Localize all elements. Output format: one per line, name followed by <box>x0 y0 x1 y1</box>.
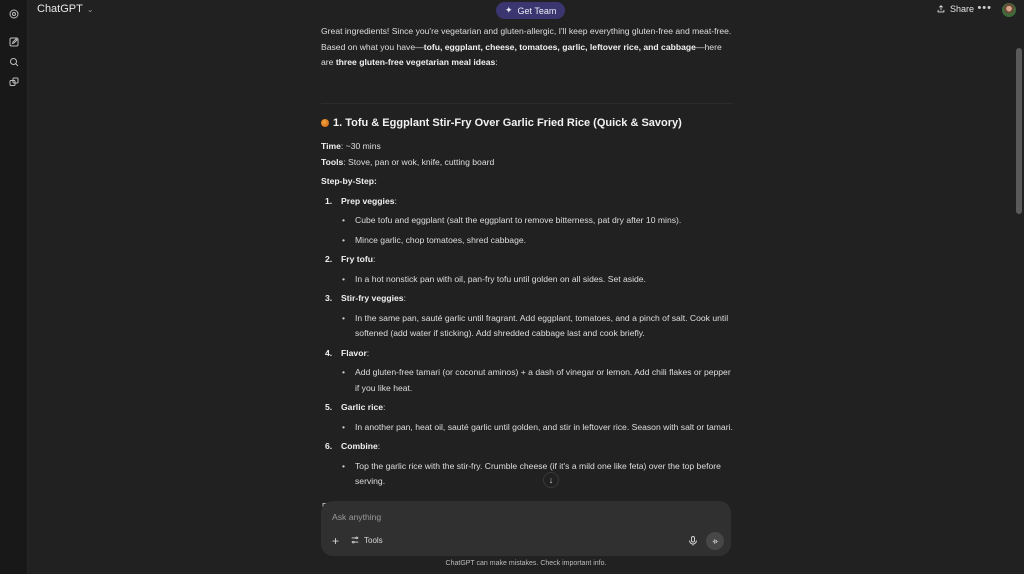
share-button[interactable] <box>936 4 974 14</box>
waveform-icon <box>711 537 720 546</box>
step-title: Flavor <box>341 347 367 358</box>
food-emoji-icon <box>321 119 329 127</box>
steps-heading-text: Step-by-Step: <box>321 176 377 186</box>
meal-ideas-label: three gluten-free vegetarian meal ideas <box>335 57 496 67</box>
step-bullet: • Mince garlic, chop tomatoes, shred cabbage. <box>347 233 733 249</box>
prompt-input[interactable] <box>332 509 662 525</box>
model-name: ChatGPT <box>37 3 83 15</box>
scrollbar[interactable] <box>1016 48 1022 214</box>
chat-main <box>28 0 1024 574</box>
intro-text-2: —here are <box>321 41 722 67</box>
step-item <box>321 346 733 397</box>
step-number: 2. <box>325 254 333 264</box>
model-picker[interactable] <box>37 3 94 15</box>
step-colon: : <box>403 293 406 303</box>
step-number: 5. <box>325 402 333 412</box>
step-number: 3. <box>325 293 333 303</box>
step-bullet: • Top the garlic rice with the stir-fry. Crumble cheese (if it's a mild one like feta) over the top before serving. <box>347 459 733 490</box>
scroll-to-bottom-button[interactable] <box>543 472 559 488</box>
sidebar-rail <box>0 0 28 574</box>
library-icon[interactable] <box>4 72 24 92</box>
openai-logo-icon[interactable] <box>4 4 24 24</box>
sparkle-icon: ✦ <box>505 5 513 15</box>
sliders-icon <box>350 535 360 545</box>
step-title: Fry tofu <box>341 254 373 264</box>
new-chat-icon[interactable] <box>4 32 24 52</box>
step-colon: : <box>366 347 370 358</box>
composer <box>321 501 731 556</box>
steps-list <box>321 194 733 490</box>
disclaimer: ChatGPT can make mistakes. Check important info. <box>445 560 607 567</box>
get-team-button[interactable] <box>496 2 565 19</box>
divider <box>321 103 733 104</box>
step-title: Garlic rice <box>341 402 384 412</box>
intro-colon: : <box>495 57 498 67</box>
time-value: : ~30 mins <box>340 141 381 151</box>
step-item <box>321 439 733 490</box>
step-number: 4. <box>325 347 333 358</box>
voice-mode-button[interactable] <box>706 532 724 550</box>
intro-text: Great ingredients! Since you're vegetarian and gluten-allergic, I'll keep everything gluten-free and meat-free. Based on what you have— <box>321 26 732 52</box>
add-attachment-button[interactable]: + <box>332 534 340 548</box>
step-colon: : <box>377 441 381 451</box>
recipe-tools <box>321 155 733 171</box>
step-colon: : <box>394 195 397 206</box>
top-bar <box>28 0 1024 22</box>
share-label: Share <box>949 4 974 14</box>
step-bullet: • Add gluten-free tamari (or coconut aminos) + a dash of vinegar or lemon. Add chili flakes or pepper if you like heat. <box>347 365 733 396</box>
step-bullet: • In the same pan, sauté garlic until fragrant. Add eggplant, tomatoes, and a pinch of salt. Cook until softened (add water if sticking). Add shredded cabbage last and cook briefly. <box>347 311 733 342</box>
share-icon <box>936 4 946 14</box>
recipe-title-text: 1. Tofu & Eggplant Stir-Fry Over Garlic Fried Rice (Quick & Savory) <box>333 116 682 129</box>
step-colon: : <box>383 402 386 412</box>
chevron-down-icon: ⌄ <box>86 4 94 14</box>
step-item <box>321 194 733 249</box>
step-item <box>321 400 733 435</box>
step-number: 6. <box>325 441 333 451</box>
more-options-button[interactable]: ••• <box>977 2 992 14</box>
microphone-icon[interactable] <box>687 535 699 547</box>
step-title: Prep veggies <box>341 195 395 206</box>
step-bullet: • In a hot nonstick pan with oil, pan-fry tofu until golden on all sides. Set aside. <box>347 272 733 288</box>
get-team-label: Get Team <box>517 5 557 16</box>
search-icon[interactable] <box>4 52 24 72</box>
arrow-down-icon: ↓ <box>548 475 554 485</box>
recipe-title <box>321 116 733 132</box>
recipe-time <box>321 139 733 155</box>
step-title: Stir-fry veggies <box>341 293 404 303</box>
step-item <box>321 252 733 287</box>
step-number: 1. <box>325 195 333 206</box>
step-title: Combine <box>341 441 378 451</box>
time-label: Time <box>321 141 341 151</box>
intro-paragraph <box>321 24 733 71</box>
assistant-message <box>321 24 733 494</box>
tools-label: Tools <box>321 156 344 167</box>
step-bullet: • In another pan, heat oil, sauté garlic until golden, and stir in leftover rice. Season with salt or tamari. <box>347 420 733 436</box>
step-colon: : <box>372 254 376 264</box>
step-bullet: • Cube tofu and eggplant (salt the eggplant to remove bitterness, pat dry after 10 mins). <box>347 213 733 229</box>
step-item <box>321 291 733 342</box>
ingredients-list: tofu, eggplant, cheese, tomatoes, garlic, leftover rice, and cabbage <box>423 41 696 52</box>
tools-value: : Stove, pan or wok, knife, cutting board <box>343 156 495 167</box>
tools-button[interactable] <box>350 535 383 545</box>
steps-heading <box>321 174 733 190</box>
avatar[interactable] <box>1002 3 1016 17</box>
tools-label: Tools <box>364 535 383 545</box>
